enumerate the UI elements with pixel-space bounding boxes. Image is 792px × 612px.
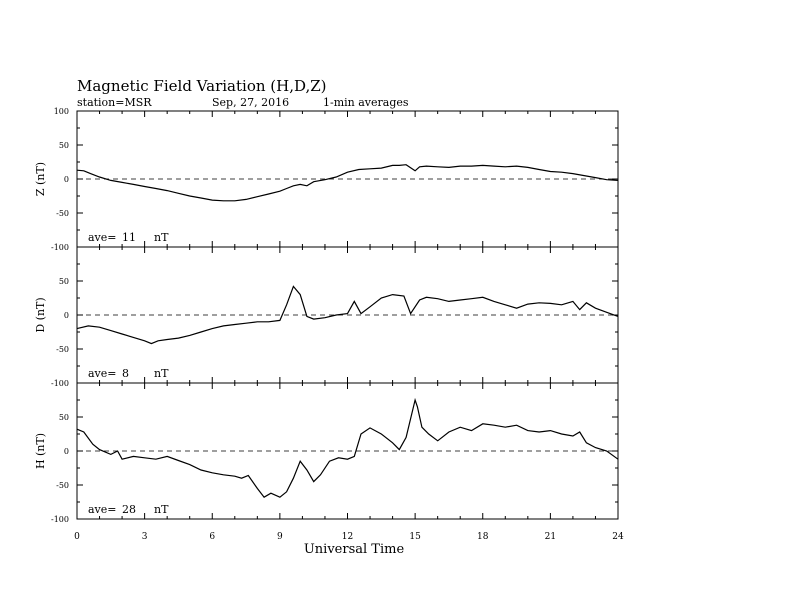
ave-unit: nT [154, 367, 169, 380]
panel-h [34, 383, 618, 524]
station-label: station=MSR [77, 96, 152, 109]
y-tick-label: -100 [51, 515, 69, 524]
averaging-label: 1-min averages [323, 96, 409, 109]
x-tick-label: 6 [209, 532, 216, 542]
x-tick-label: 0 [74, 532, 80, 542]
ave-unit: nT [154, 231, 169, 244]
x-tick-label: 15 [409, 532, 421, 542]
y-tick-label: 0 [63, 447, 69, 456]
y-tick-label: 50 [58, 141, 69, 150]
x-tick-label: 21 [544, 532, 557, 542]
y-axis-label: D (nT) [34, 297, 47, 333]
ave-value: 8 [122, 367, 129, 380]
ave-value: 11 [122, 231, 136, 244]
x-tick-label: 3 [141, 532, 148, 542]
y-tick-label: 0 [63, 175, 69, 184]
panel-z [34, 107, 618, 252]
x-tick-label: 18 [477, 532, 489, 542]
y-tick-label: -50 [56, 345, 69, 354]
ave-value: 28 [122, 503, 136, 516]
date-label: Sep, 27, 2016 [212, 96, 290, 109]
panels-group [34, 107, 618, 524]
y-tick-label: -50 [56, 209, 69, 218]
y-tick-label: 0 [63, 311, 69, 320]
ave-label: ave= [88, 367, 117, 380]
y-axis-label: Z (nT) [34, 161, 47, 197]
panel-d [34, 247, 618, 388]
series-line-h [77, 400, 618, 497]
x-axis-label: Universal Time [303, 542, 405, 557]
series-line-z [77, 165, 618, 201]
y-axis-label: H (nT) [34, 432, 47, 470]
ave-unit: nT [154, 503, 169, 516]
ave-label: ave= [88, 231, 117, 244]
chart-title: Magnetic Field Variation (H,D,Z) [77, 77, 327, 95]
y-tick-label: -100 [51, 379, 69, 388]
x-axis [74, 532, 624, 542]
y-tick-label: 50 [58, 277, 69, 286]
y-tick-label: -100 [51, 243, 69, 252]
x-tick-label: 12 [341, 532, 354, 542]
x-tick-label: 9 [277, 532, 283, 542]
ave-label: ave= [88, 503, 117, 516]
y-tick-label: 50 [58, 413, 69, 422]
y-tick-label: -50 [56, 481, 69, 490]
y-tick-label: 100 [53, 107, 69, 116]
x-tick-label: 24 [612, 532, 624, 542]
